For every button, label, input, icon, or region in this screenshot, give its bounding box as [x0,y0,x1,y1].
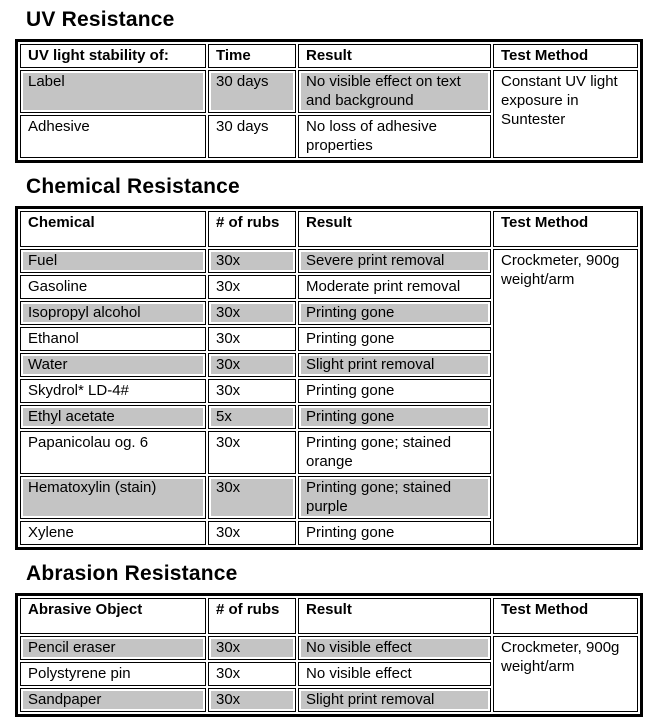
uv-row-label-result: No visible effect on text and background [298,70,491,113]
uv-row-adhesive-name: Adhesive [20,115,206,158]
table-row [20,636,638,660]
abrasion-row-result: Slight print removal [298,688,491,712]
abrasion-header-row [20,598,638,634]
chemical-row-name: Gasoline [20,275,206,299]
chemical-header-row [20,211,638,247]
chemical-col-header-chemical: Chemical [20,211,206,247]
chemical-resistance-section [15,175,637,550]
chemical-row-name: Hematoxylin (stain) [20,476,206,519]
chemical-row-name: Ethyl acetate [20,405,206,429]
chemical-row-rubs: 30x [208,476,296,519]
uv-row-label-name: Label [20,70,206,113]
uv-resistance-section [15,8,637,163]
abrasion-row-name: Sandpaper [20,688,206,712]
chemical-row-rubs: 30x [208,249,296,273]
chemical-row-name: Water [20,353,206,377]
uv-row-adhesive-result: No loss of adhesive properties [298,115,491,158]
chemical-row-result: Printing gone [298,405,491,429]
abrasion-resistance-title: Abrasion Resistance [26,562,238,585]
chemical-row-name: Papanicolau og. 6 [20,431,206,474]
abrasion-test-method-cell: Crockmeter, 900g weight/arm [493,636,638,712]
chemical-row-result: Severe print removal [298,249,491,273]
chemical-row-result: Printing gone; stained orange [298,431,491,474]
abrasion-row-name: Pencil eraser [20,636,206,660]
abrasion-col-header-object: Abrasive Object [20,598,206,634]
chemical-row-result: Moderate print removal [298,275,491,299]
chemical-resistance-table [15,206,643,550]
table-row [20,249,638,273]
abrasion-row-result: No visible effect [298,636,491,660]
abrasion-col-header-test-method: Test Method [493,598,638,634]
abrasion-row-rubs: 30x [208,662,296,686]
chemical-row-rubs: 30x [208,521,296,545]
chemical-row-rubs: 30x [208,353,296,377]
chemical-row-result: Printing gone [298,379,491,403]
uv-header-row [20,44,638,68]
chemical-row-rubs: 30x [208,301,296,325]
abrasion-row-result: No visible effect [298,662,491,686]
chemical-row-result: Printing gone; stained purple [298,476,491,519]
abrasion-col-header-result: Result [298,598,491,634]
chemical-row-rubs: 5x [208,405,296,429]
chemical-row-name: Skydrol* LD-4# [20,379,206,403]
chemical-row-rubs: 30x [208,327,296,351]
chemical-row-result: Printing gone [298,327,491,351]
chemical-row-rubs: 30x [208,431,296,474]
uv-col-header-test-method: Test Method [493,44,638,68]
abrasion-row-rubs: 30x [208,688,296,712]
chemical-row-result: Slight print removal [298,353,491,377]
abrasion-resistance-table [15,593,643,717]
chemical-resistance-title: Chemical Resistance [26,175,240,198]
chemical-test-method-cell: Crockmeter, 900g weight/arm [493,249,638,545]
uv-test-method-cell: Constant UV light exposure in Suntester [493,70,638,158]
chemical-col-header-test-method: Test Method [493,211,638,247]
uv-row-adhesive-time: 30 days [208,115,296,158]
uv-row-label-time: 30 days [208,70,296,113]
chemical-row-name: Ethanol [20,327,206,351]
chemical-row-name: Isopropyl alcohol [20,301,206,325]
chemical-row-result: Printing gone [298,521,491,545]
abrasion-col-header-rubs: # of rubs [208,598,296,634]
abrasion-row-name: Polystyrene pin [20,662,206,686]
uv-resistance-table [15,39,643,163]
chemical-row-name: Fuel [20,249,206,273]
abrasion-row-rubs: 30x [208,636,296,660]
chemical-row-name: Xylene [20,521,206,545]
uv-col-header-stability: UV light stability of: [20,44,206,68]
chemical-row-rubs: 30x [208,379,296,403]
table-row [20,70,638,113]
chemical-row-rubs: 30x [208,275,296,299]
uv-resistance-title: UV Resistance [26,8,175,31]
uv-col-header-time: Time [208,44,296,68]
chemical-col-header-result: Result [298,211,491,247]
uv-col-header-result: Result [298,44,491,68]
chemical-row-result: Printing gone [298,301,491,325]
chemical-col-header-rubs: # of rubs [208,211,296,247]
abrasion-resistance-section [15,562,637,717]
